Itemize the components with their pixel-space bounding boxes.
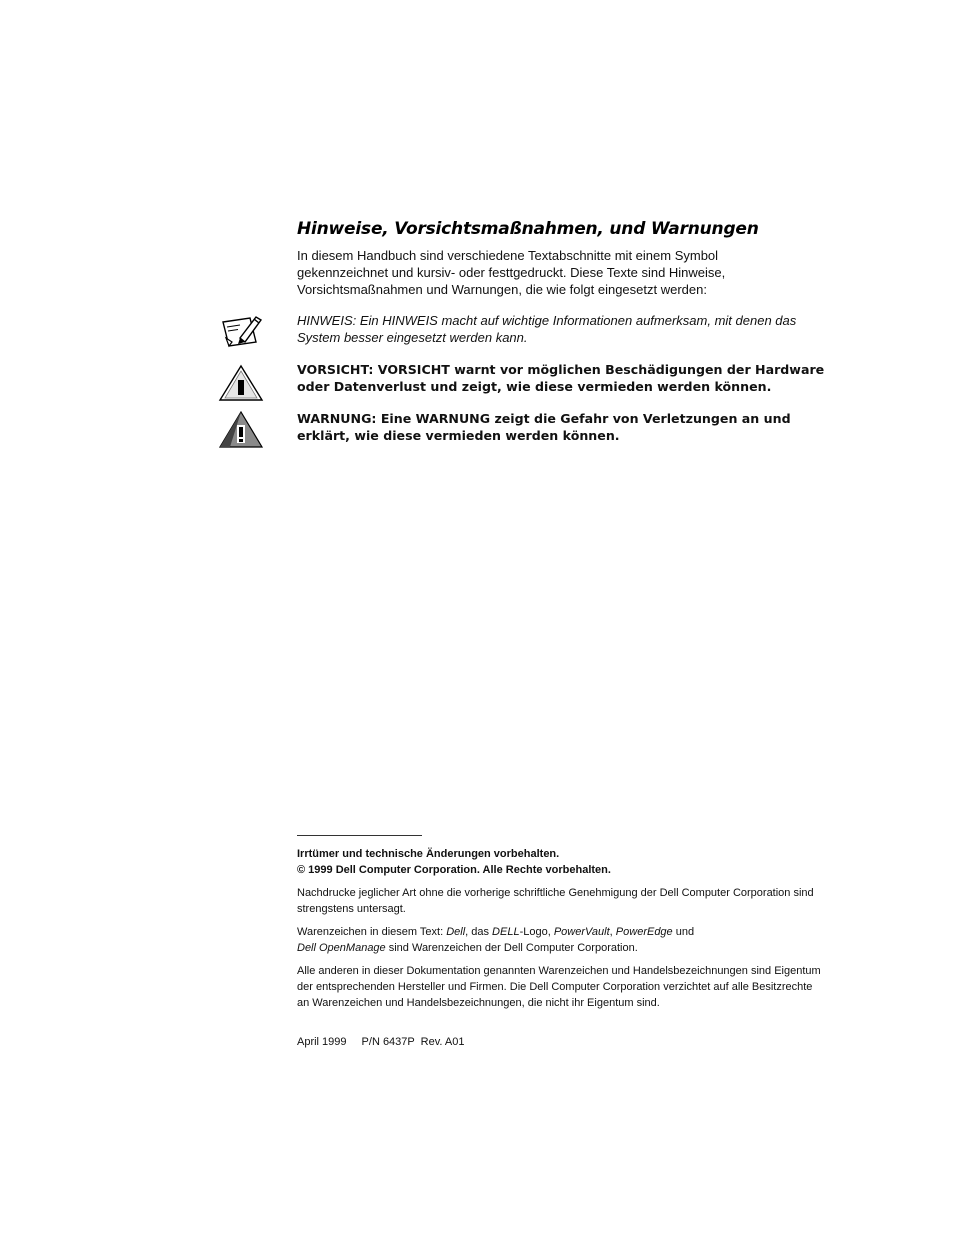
publication-info — [297, 1034, 822, 1050]
tm-sep4: und — [672, 926, 695, 938]
publication-date: April 1999 — [297, 1036, 347, 1048]
part-number: P/N 6437P Rev. A01 — [361, 1036, 465, 1048]
page-title: Hinweise, Vorsichtsmaßnahmen, und Warnungen — [297, 219, 759, 239]
tm-sep2: -Logo, — [519, 926, 554, 938]
caution-text: VORSICHT: VORSICHT warnt vor möglichen Beschädigungen der Hardware oder Datenverlust und zeigt, wie diese vermieden werden können. — [297, 362, 825, 394]
divider — [297, 835, 422, 836]
note-text: HINWEIS: Ein HINWEIS macht auf wichtige Informationen aufmerksam, mit denen das System besser eingesetzt werden kann. — [297, 313, 797, 345]
note-pencil-icon — [218, 312, 264, 352]
warning-triangle-icon — [218, 411, 264, 451]
tm-suffix: sind Warenzeichen der Dell Computer Corporation. — [385, 942, 638, 954]
tm-prefix: Warenzeichen in diesem Text: — [297, 926, 447, 938]
tm-dell: Dell — [446, 926, 466, 938]
reproduction-notice: Nachdrucke jeglicher Art ohne die vorherige schriftliche Genehmigung der Dell Computer Corporation sind strengstens untersagt. — [297, 887, 814, 915]
tm-sep1: , das — [465, 926, 493, 938]
other-trademarks-notice: Alle anderen in dieser Dokumentation genannten Warenzeichen und Handelsbezeichnungen sind Eigentum der entsprechenden Hersteller und Firmen. Die Dell Computer Corporation verzichtet auf alle Besitzrechte an Warenzeichen und Handelsbezeichnungen, die nicht ihr Eigentum sind. — [297, 965, 821, 1009]
copyright-text: © 1999 Dell Computer Corporation. Alle Rechte vorbehalten. — [297, 864, 611, 876]
tm-sep3: , — [609, 926, 616, 938]
trademark-notice — [297, 924, 822, 956]
tm-poweredge: PowerEdge — [615, 926, 673, 938]
caution-triangle-icon — [218, 363, 264, 403]
tm-dell-logo: DELL — [492, 926, 520, 938]
tm-openmanage: Dell OpenManage — [297, 942, 386, 954]
tm-powervault: PowerVault — [553, 926, 610, 938]
warning-text: WARNUNG: Eine WARNUNG zeigt die Gefahr von Verletzungen an und erklärt, wie diese vermieden werden können. — [297, 411, 791, 443]
intro-paragraph: In diesem Handbuch sind verschiedene Textabschnitte mit einem Symbol gekennzeichnet und kursiv- oder festtgedruckt. Diese Texte sind Hinweise, Vorsichtsmaßnahmen und Warnungen, die wie folgt eingesetzt werden: — [297, 248, 726, 297]
disclaimer-text: Irrtümer und technische Änderungen vorbehalten. — [297, 848, 560, 860]
